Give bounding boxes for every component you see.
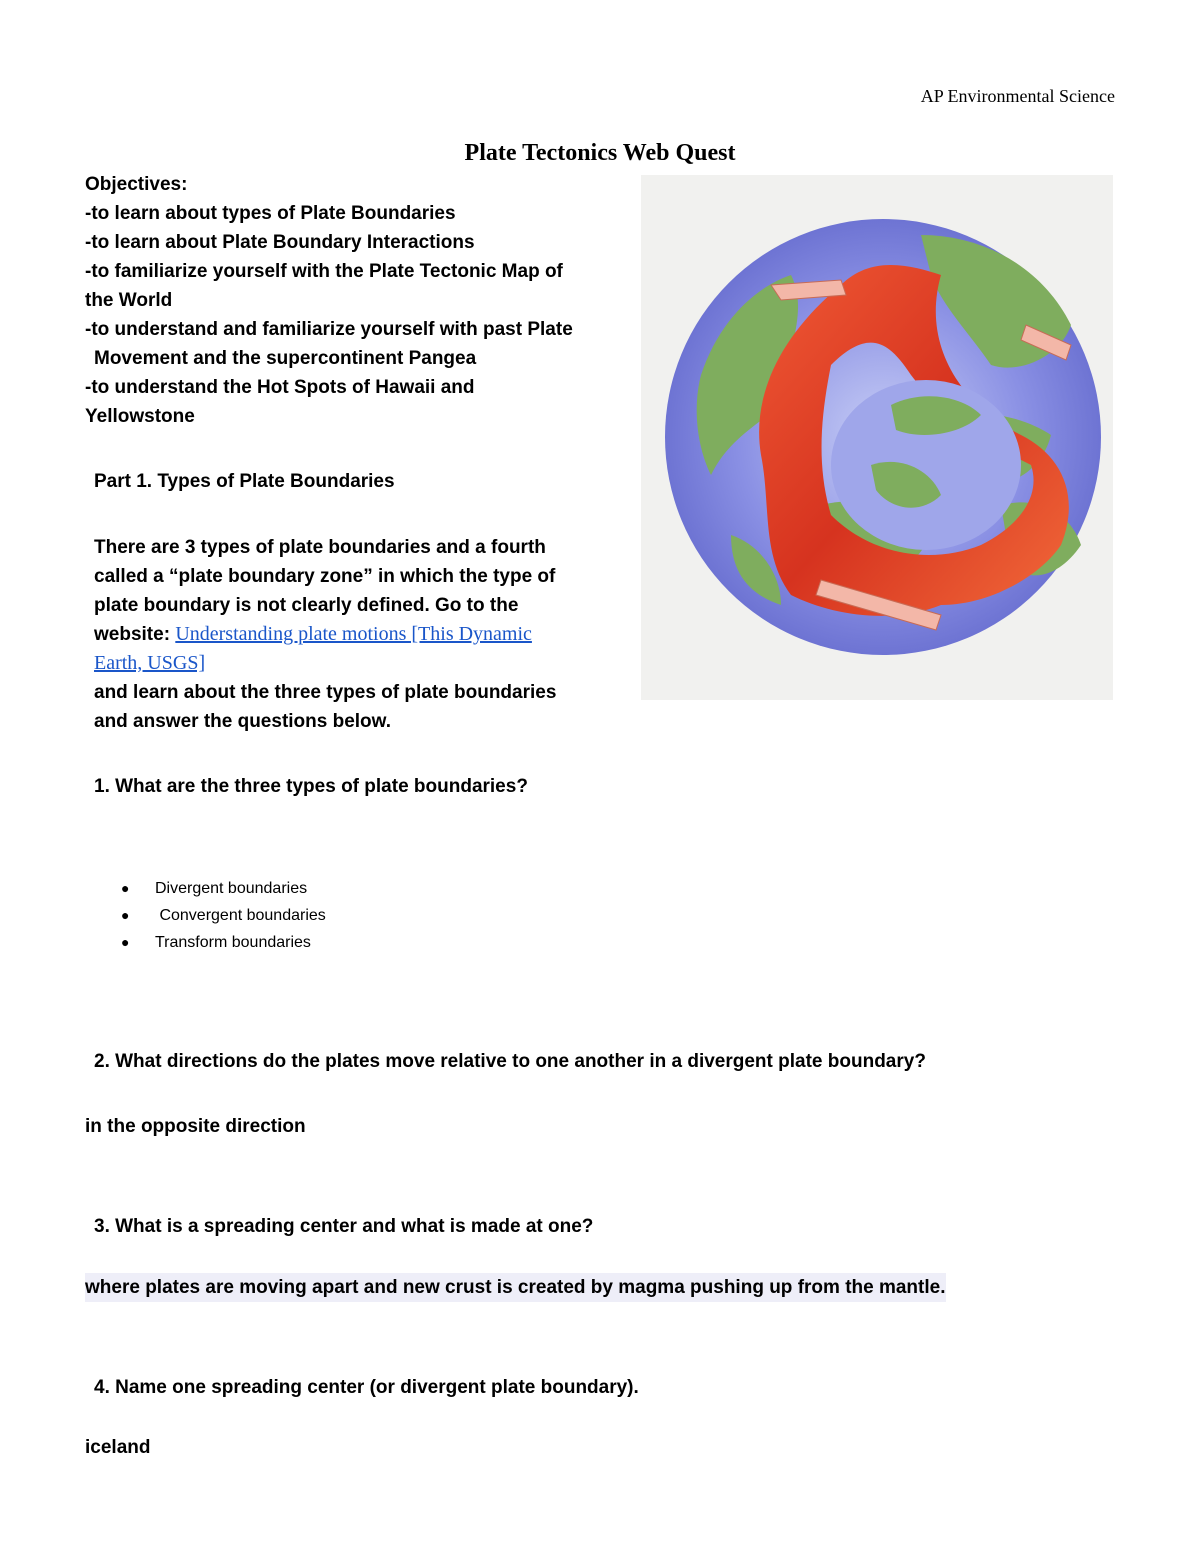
intro-line: There are 3 types of plate boundaries and a fourth [94, 537, 546, 558]
list-item [121, 875, 326, 902]
earth-cutaway-globe-icon [641, 175, 1113, 700]
list-item [121, 902, 326, 929]
page-title: Plate Tectonics Web Quest [464, 140, 736, 166]
bullet-text: Divergent boundaries [155, 880, 308, 897]
question-3: 3. What is a spreading center and what is made at one? [94, 1216, 594, 1237]
answer-3: where plates are moving apart and new crust is created by magma pushing up from the mantle. [85, 1273, 946, 1302]
answer-4: iceland [85, 1437, 151, 1458]
answer-2: in the opposite direction [85, 1116, 306, 1137]
bullet-text: Transform boundaries [155, 934, 311, 951]
bullet-icon: ● [121, 907, 130, 923]
question-1: 1. What are the three types of plate boundaries? [94, 776, 528, 797]
objective-item: the World [85, 290, 173, 311]
intro-line: called a “plate boundary zone” in which the type of [94, 566, 556, 587]
bullet-text: Convergent boundaries [155, 907, 326, 924]
bullet-icon: ● [121, 880, 130, 896]
intro-line: and learn about the three types of plate boundaries [94, 682, 557, 703]
objective-item: Yellowstone [85, 406, 195, 427]
objective-item: -to familiarize yourself with the Plate Tectonic Map of [85, 261, 563, 282]
part1-heading: Part 1. Types of Plate Boundaries [94, 471, 395, 492]
website-line [94, 620, 634, 649]
usgs-link[interactable]: Understanding plate motions [This Dynamic [175, 623, 532, 645]
objective-item: -to learn about Plate Boundary Interactions [85, 232, 475, 253]
question-4: 4. Name one spreading center (or divergent plate boundary). [94, 1377, 639, 1398]
intro-line: plate boundary is not clearly defined. Go to the [94, 595, 519, 616]
objectives-section [85, 170, 635, 431]
objectives-heading: Objectives: [85, 174, 188, 195]
website-line-2 [94, 649, 634, 678]
list-item [121, 929, 326, 956]
part1-intro [94, 533, 634, 736]
objective-item: Movement and the supercontinent Pangea [94, 348, 477, 369]
boundary-types-list [121, 875, 326, 956]
usgs-link-continued[interactable]: Earth, USGS] [94, 652, 206, 674]
course-header: AP Environmental Science [920, 86, 1115, 106]
objective-item: -to learn about types of Plate Boundaries [85, 203, 456, 224]
objective-item: -to understand and familiarize yourself with past Plate [85, 319, 573, 340]
website-label: website: [94, 624, 176, 645]
question-2: 2. What directions do the plates move relative to one another in a divergent plate boundary? [94, 1051, 926, 1072]
bullet-icon: ● [121, 934, 130, 950]
objective-item: -to understand the Hot Spots of Hawaii and [85, 377, 475, 398]
intro-line: and answer the questions below. [94, 711, 392, 732]
